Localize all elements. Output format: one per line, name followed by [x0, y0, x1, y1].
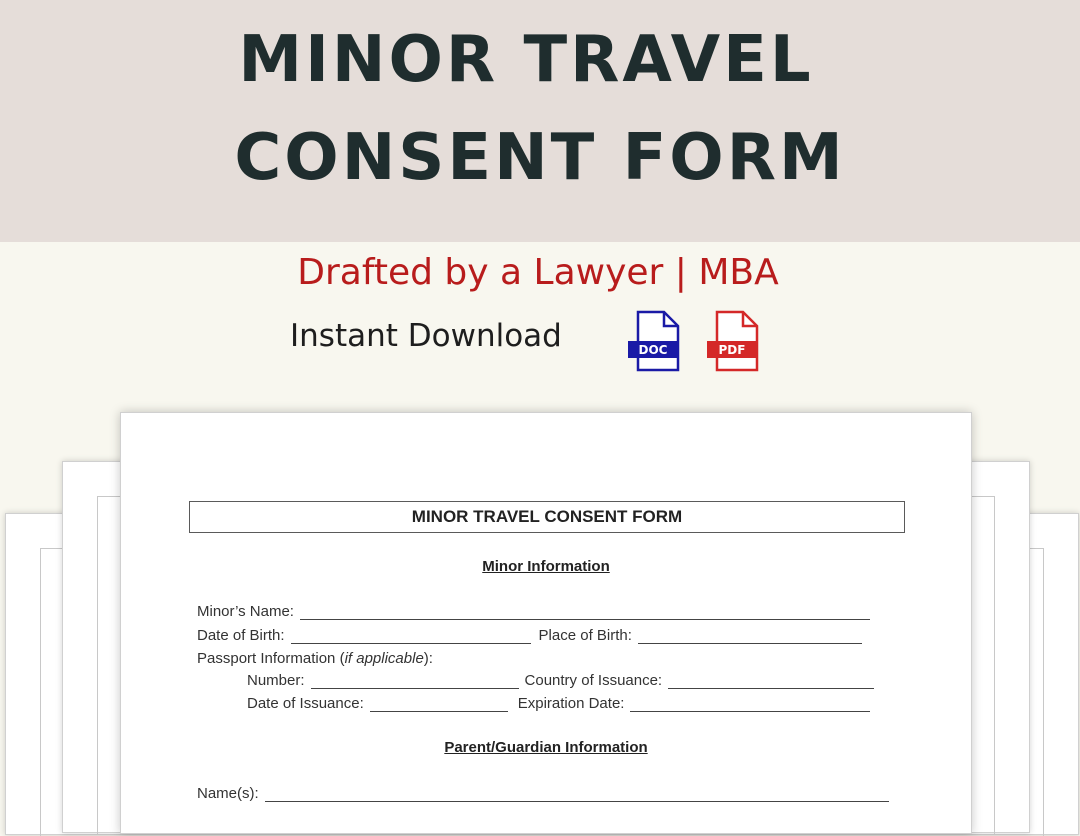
place-of-birth-label: Place of Birth:	[538, 627, 632, 644]
form-title: MINOR TRAVEL CONSENT FORM	[189, 501, 905, 533]
number-label: Number:	[247, 672, 305, 689]
title-line-2: CONSENT FORM	[234, 121, 846, 195]
minors-name-row	[197, 603, 870, 620]
dob-line	[291, 629, 531, 644]
passport-info-italic: if applicable	[344, 650, 424, 667]
title-line-1: MINOR TRAVEL	[238, 23, 814, 97]
number-line	[311, 674, 519, 689]
expiration-line	[630, 697, 870, 712]
date-issuance-label: Date of Issuance:	[247, 695, 364, 712]
pdf-label: PDF	[718, 343, 746, 357]
date-issuance-line	[370, 697, 508, 712]
passport-info-suffix: ):	[423, 650, 433, 667]
doc-file-icon	[626, 310, 686, 372]
document-preview	[120, 412, 972, 834]
place-of-birth-line	[638, 629, 862, 644]
subtitle: Drafted by a Lawyer | MBA	[297, 252, 779, 293]
pdf-file-icon	[705, 310, 765, 372]
country-line	[668, 674, 874, 689]
country-label: Country of Issuance:	[524, 672, 663, 689]
passport-info-label: Passport Information (	[197, 650, 345, 667]
minor-information-heading: Minor Information	[482, 558, 610, 575]
passport-dates-row	[247, 695, 870, 712]
doc-label: DOC	[638, 343, 668, 357]
expiration-label: Expiration Date:	[517, 695, 625, 712]
instant-download-label: Instant Download	[290, 318, 562, 354]
dob-row	[197, 627, 862, 644]
names-line	[265, 787, 889, 802]
parent-guardian-heading: Parent/Guardian Information	[444, 739, 648, 756]
passport-number-row	[247, 672, 874, 689]
names-row	[197, 785, 889, 802]
minors-name-line	[300, 605, 870, 620]
minors-name-label: Minor’s Name:	[197, 603, 294, 620]
passport-info-row	[197, 650, 433, 667]
title-banner	[0, 0, 1080, 242]
dob-label: Date of Birth:	[197, 627, 285, 644]
names-label: Name(s):	[197, 785, 259, 802]
